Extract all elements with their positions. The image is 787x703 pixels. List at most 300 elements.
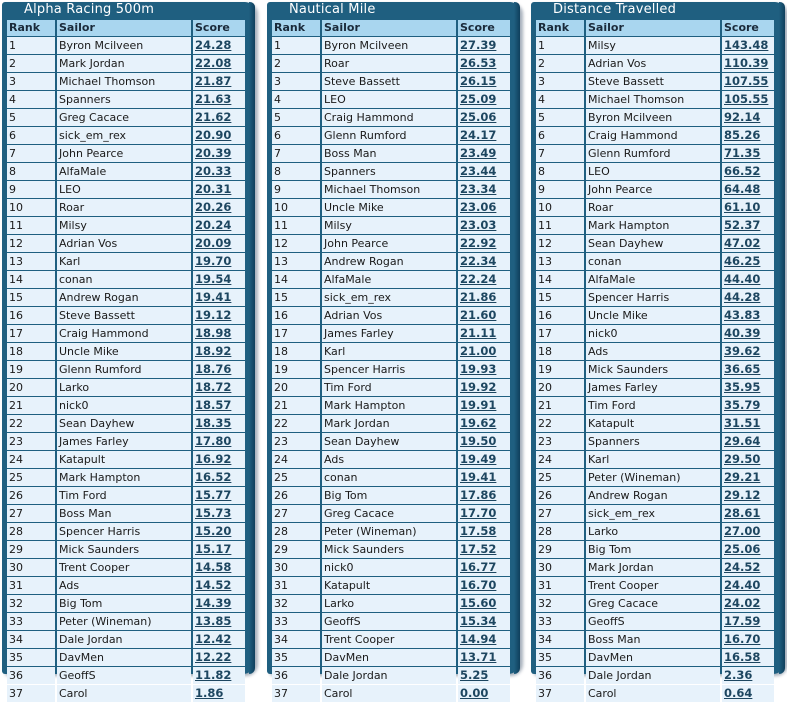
score-link[interactable]: 15.77 — [195, 488, 232, 502]
table-row — [7, 397, 245, 414]
sailor-cell: Spencer Harris — [322, 361, 456, 378]
sailor-cell: sick_em_rex — [322, 289, 456, 306]
rank-cell: 36 — [272, 667, 320, 684]
sailor-cell: Michael Thomson — [322, 181, 456, 198]
score-link[interactable]: 36.65 — [724, 362, 761, 376]
score-cell — [722, 649, 774, 666]
sailor-cell: Milsy — [57, 217, 191, 234]
score-link[interactable]: 24.52 — [724, 560, 761, 574]
score-link[interactable]: 2.36 — [724, 668, 753, 682]
table-row — [7, 325, 245, 342]
score-cell — [193, 541, 245, 558]
table-row — [536, 109, 774, 126]
table-row — [272, 253, 510, 270]
sailor-cell: Trent Cooper — [322, 631, 456, 648]
table-row — [7, 415, 245, 432]
score-link[interactable]: 14.39 — [195, 596, 232, 610]
score-link[interactable]: 21.60 — [460, 308, 497, 322]
score-link[interactable]: 25.09 — [460, 92, 497, 106]
score-cell — [722, 235, 774, 252]
sailor-cell: nick0 — [322, 559, 456, 576]
score-link[interactable]: 16.70 — [460, 578, 497, 592]
score-cell — [458, 145, 510, 162]
score-link[interactable]: 20.09 — [195, 236, 232, 250]
score-link[interactable]: 21.63 — [195, 92, 232, 106]
score-cell — [458, 523, 510, 540]
leaderboard-panel-alpha-racing-500m — [2, 2, 255, 700]
score-cell — [193, 595, 245, 612]
score-cell — [193, 361, 245, 378]
score-cell — [458, 649, 510, 666]
table-row — [536, 505, 774, 522]
score-link[interactable]: 18.72 — [195, 380, 232, 394]
table-row — [536, 595, 774, 612]
score-link[interactable]: 22.24 — [460, 272, 497, 286]
score-cell — [722, 55, 774, 72]
table-row — [272, 271, 510, 288]
rank-cell: 6 — [7, 127, 55, 144]
sailor-cell: Big Tom — [322, 487, 456, 504]
rank-cell: 29 — [536, 541, 584, 558]
score-link[interactable]: 24.02 — [724, 596, 761, 610]
score-link[interactable]: 110.39 — [724, 56, 769, 70]
rank-cell: 5 — [536, 109, 584, 126]
score-cell — [193, 469, 245, 486]
rank-cell: 36 — [7, 667, 55, 684]
sailor-cell: Katapult — [586, 415, 720, 432]
score-link[interactable]: 22.34 — [460, 254, 497, 268]
rank-cell: 7 — [272, 145, 320, 162]
score-cell — [193, 505, 245, 522]
score-link[interactable]: 46.25 — [724, 254, 761, 268]
sailor-cell: Adrian Vos — [57, 235, 191, 252]
score-link[interactable]: 0.64 — [724, 686, 753, 700]
rank-cell: 30 — [272, 559, 320, 576]
score-link[interactable]: 143.48 — [724, 38, 769, 52]
score-cell — [722, 415, 774, 432]
score-link[interactable]: 18.98 — [195, 326, 232, 340]
column-header-sailor: Sailor — [322, 20, 456, 36]
score-link[interactable]: 66.52 — [724, 164, 761, 178]
rank-cell: 27 — [536, 505, 584, 522]
score-cell — [193, 559, 245, 576]
sailor-cell: sick_em_rex — [57, 127, 191, 144]
score-link[interactable]: 19.92 — [460, 380, 497, 394]
table-row — [536, 271, 774, 288]
sailor-cell: Mark Jordan — [322, 415, 456, 432]
rank-cell: 20 — [7, 379, 55, 396]
rank-cell: 34 — [272, 631, 320, 648]
rank-cell: 21 — [536, 397, 584, 414]
score-link[interactable]: 26.15 — [460, 74, 497, 88]
score-cell — [193, 91, 245, 108]
table-row — [7, 163, 245, 180]
score-cell — [458, 109, 510, 126]
rank-cell: 33 — [272, 613, 320, 630]
score-link[interactable]: 19.62 — [460, 416, 497, 430]
score-cell — [458, 253, 510, 270]
score-link[interactable]: 16.70 — [724, 632, 761, 646]
sailor-cell: Tim Ford — [322, 379, 456, 396]
score-link[interactable]: 13.71 — [460, 650, 497, 664]
score-link[interactable]: 19.41 — [460, 470, 497, 484]
table-row — [272, 595, 510, 612]
score-link[interactable]: 11.82 — [195, 668, 232, 682]
leaderboard-table — [534, 19, 776, 703]
table-row — [536, 469, 774, 486]
score-link[interactable]: 22.08 — [195, 56, 232, 70]
score-link[interactable]: 20.33 — [195, 164, 232, 178]
score-link[interactable]: 14.52 — [195, 578, 232, 592]
rank-cell: 10 — [7, 199, 55, 216]
table-row — [272, 559, 510, 576]
score-link[interactable]: 18.76 — [195, 362, 232, 376]
sailor-cell: Glenn Rumford — [322, 127, 456, 144]
score-link[interactable]: 19.54 — [195, 272, 232, 286]
table-row — [536, 343, 774, 360]
sailor-cell: Peter (Wineman) — [57, 613, 191, 630]
score-link[interactable]: 18.57 — [195, 398, 232, 412]
score-link[interactable]: 92.14 — [724, 110, 761, 124]
score-link[interactable]: 15.17 — [195, 542, 232, 556]
score-link[interactable]: 16.77 — [460, 560, 497, 574]
table-row — [272, 307, 510, 324]
table-row — [7, 667, 245, 684]
sailor-cell: Milsy — [586, 37, 720, 54]
score-link[interactable]: 19.49 — [460, 452, 497, 466]
score-link[interactable]: 16.92 — [195, 452, 232, 466]
score-link[interactable]: 40.39 — [724, 326, 761, 340]
rank-cell: 23 — [536, 433, 584, 450]
table-row — [536, 217, 774, 234]
score-link[interactable]: 44.28 — [724, 290, 761, 304]
rank-cell: 29 — [7, 541, 55, 558]
sailor-cell: Spencer Harris — [57, 523, 191, 540]
table-row — [7, 91, 245, 108]
score-cell — [193, 379, 245, 396]
table-row — [7, 469, 245, 486]
score-cell — [193, 55, 245, 72]
score-link[interactable]: 35.95 — [724, 380, 761, 394]
score-link[interactable]: 20.26 — [195, 200, 232, 214]
table-row — [536, 379, 774, 396]
table-row — [7, 271, 245, 288]
sailor-cell: Ads — [586, 343, 720, 360]
rank-cell: 30 — [7, 559, 55, 576]
table-row — [7, 613, 245, 630]
score-cell — [193, 307, 245, 324]
sailor-cell: nick0 — [586, 325, 720, 342]
rank-cell: 34 — [7, 631, 55, 648]
rank-cell: 25 — [272, 469, 320, 486]
score-link[interactable]: 15.20 — [195, 524, 232, 538]
score-link[interactable]: 19.91 — [460, 398, 497, 412]
table-row — [536, 73, 774, 90]
rank-cell: 13 — [7, 253, 55, 270]
table-row — [7, 577, 245, 594]
score-cell — [458, 361, 510, 378]
score-link[interactable]: 18.35 — [195, 416, 232, 430]
table-row — [7, 649, 245, 666]
score-link[interactable]: 20.39 — [195, 146, 232, 160]
sailor-cell: Dale Jordan — [586, 667, 720, 684]
score-link[interactable]: 17.52 — [460, 542, 497, 556]
score-cell — [458, 541, 510, 558]
rank-cell: 20 — [536, 379, 584, 396]
score-cell — [722, 271, 774, 288]
sailor-cell: Glenn Rumford — [586, 145, 720, 162]
score-link[interactable]: 24.17 — [460, 128, 497, 142]
rank-cell: 8 — [272, 163, 320, 180]
score-link[interactable]: 24.40 — [724, 578, 761, 592]
rank-cell: 32 — [272, 595, 320, 612]
score-cell — [193, 631, 245, 648]
table-row — [272, 577, 510, 594]
score-link[interactable]: 21.00 — [460, 344, 497, 358]
column-header-sailor: Sailor — [586, 20, 720, 36]
score-cell — [722, 163, 774, 180]
table-row — [536, 667, 774, 684]
score-cell — [458, 73, 510, 90]
column-header-score: Score — [193, 20, 245, 36]
table-row — [536, 325, 774, 342]
sailor-cell: Katapult — [57, 451, 191, 468]
score-cell — [458, 343, 510, 360]
table-row — [272, 379, 510, 396]
rank-cell: 27 — [272, 505, 320, 522]
panel-title: Nautical Mile — [289, 2, 376, 17]
table-row — [7, 109, 245, 126]
score-cell — [722, 469, 774, 486]
table-row — [272, 415, 510, 432]
score-cell — [722, 379, 774, 396]
sailor-cell: Craig Hammond — [322, 109, 456, 126]
score-cell — [722, 217, 774, 234]
score-cell — [722, 631, 774, 648]
sailor-cell: Mick Saunders — [57, 541, 191, 558]
score-link[interactable]: 16.58 — [724, 650, 761, 664]
score-link[interactable]: 18.92 — [195, 344, 232, 358]
score-link[interactable]: 26.53 — [460, 56, 497, 70]
score-cell — [193, 217, 245, 234]
sailor-cell: Dale Jordan — [57, 631, 191, 648]
sailor-cell: Mick Saunders — [586, 361, 720, 378]
score-cell — [458, 217, 510, 234]
score-link[interactable]: 14.94 — [460, 632, 497, 646]
table-row — [536, 145, 774, 162]
rank-cell: 3 — [272, 73, 320, 90]
table-row — [7, 217, 245, 234]
sailor-cell: Greg Cacace — [57, 109, 191, 126]
score-link[interactable]: 16.52 — [195, 470, 232, 484]
score-link[interactable]: 21.87 — [195, 74, 232, 88]
sailor-cell: Ads — [322, 451, 456, 468]
table-row — [272, 181, 510, 198]
leaderboard-table — [5, 19, 247, 703]
score-link[interactable]: 52.37 — [724, 218, 761, 232]
score-link[interactable]: 47.02 — [724, 236, 761, 250]
score-link[interactable]: 39.62 — [724, 344, 761, 358]
table-row — [272, 163, 510, 180]
sailor-cell: Mark Hampton — [322, 397, 456, 414]
score-cell — [458, 289, 510, 306]
table-header-row — [536, 20, 774, 36]
table-row — [272, 343, 510, 360]
sailor-cell: Glenn Rumford — [57, 361, 191, 378]
score-link[interactable]: 23.06 — [460, 200, 497, 214]
score-link[interactable]: 1.86 — [195, 686, 224, 700]
sailor-cell: Karl — [322, 343, 456, 360]
score-link[interactable]: 20.90 — [195, 128, 232, 142]
score-link[interactable]: 29.12 — [724, 488, 761, 502]
score-link[interactable]: 27.00 — [724, 524, 761, 538]
score-cell — [722, 73, 774, 90]
table-row — [7, 559, 245, 576]
rank-cell: 25 — [536, 469, 584, 486]
score-link[interactable]: 12.42 — [195, 632, 232, 646]
score-link[interactable]: 25.06 — [460, 110, 497, 124]
score-link[interactable]: 15.60 — [460, 596, 497, 610]
score-link[interactable]: 21.86 — [460, 290, 497, 304]
score-link[interactable]: 28.61 — [724, 506, 761, 520]
score-link[interactable]: 23.44 — [460, 164, 497, 178]
score-cell — [193, 433, 245, 450]
score-link[interactable]: 17.70 — [460, 506, 497, 520]
table-row — [7, 487, 245, 504]
score-link[interactable]: 29.50 — [724, 452, 761, 466]
score-cell — [458, 379, 510, 396]
score-link[interactable]: 29.21 — [724, 470, 761, 484]
score-link[interactable]: 85.26 — [724, 128, 761, 142]
score-link[interactable]: 15.73 — [195, 506, 232, 520]
score-link[interactable]: 27.39 — [460, 38, 497, 52]
score-link[interactable]: 24.28 — [195, 38, 232, 52]
score-link[interactable]: 12.22 — [195, 650, 232, 664]
rank-cell: 35 — [272, 649, 320, 666]
sailor-cell: John Pearce — [57, 145, 191, 162]
score-link[interactable]: 23.03 — [460, 218, 497, 232]
table-row — [272, 127, 510, 144]
score-link[interactable]: 105.55 — [724, 92, 769, 106]
score-link[interactable]: 19.41 — [195, 290, 232, 304]
rank-cell: 6 — [272, 127, 320, 144]
sailor-cell: conan — [57, 271, 191, 288]
rank-cell: 26 — [272, 487, 320, 504]
score-link[interactable]: 25.06 — [724, 542, 761, 556]
score-link[interactable]: 19.12 — [195, 308, 232, 322]
score-link[interactable]: 23.49 — [460, 146, 497, 160]
rank-cell: 7 — [7, 145, 55, 162]
sailor-cell: Karl — [586, 451, 720, 468]
sailor-cell: Sean Dayhew — [322, 433, 456, 450]
rank-cell: 13 — [272, 253, 320, 270]
sailor-cell: Katapult — [322, 577, 456, 594]
score-link[interactable]: 29.64 — [724, 434, 761, 448]
rank-cell: 24 — [272, 451, 320, 468]
score-cell — [458, 631, 510, 648]
score-cell — [722, 289, 774, 306]
score-link[interactable]: 23.34 — [460, 182, 497, 196]
sailor-cell: Spanners — [57, 91, 191, 108]
table-row — [7, 361, 245, 378]
rank-cell: 14 — [7, 271, 55, 288]
sailor-cell: DavMen — [586, 649, 720, 666]
sailor-cell: Steve Bassett — [57, 307, 191, 324]
column-header-score: Score — [458, 20, 510, 36]
rank-cell: 5 — [7, 109, 55, 126]
score-cell — [722, 199, 774, 216]
score-cell — [193, 37, 245, 54]
column-header-sailor: Sailor — [57, 20, 191, 36]
sailor-cell: AlfaMale — [586, 271, 720, 288]
score-link[interactable]: 17.58 — [460, 524, 497, 538]
sailor-cell: DavMen — [322, 649, 456, 666]
score-link[interactable]: 19.70 — [195, 254, 232, 268]
score-link[interactable]: 19.50 — [460, 434, 497, 448]
score-link[interactable]: 17.59 — [724, 614, 761, 628]
score-link[interactable]: 20.31 — [195, 182, 232, 196]
score-link[interactable]: 0.00 — [460, 686, 489, 700]
score-link[interactable]: 17.80 — [195, 434, 232, 448]
rank-cell: 21 — [272, 397, 320, 414]
score-link[interactable]: 44.40 — [724, 272, 761, 286]
score-link[interactable]: 14.58 — [195, 560, 232, 574]
sailor-cell: James Farley — [586, 379, 720, 396]
table-row — [536, 235, 774, 252]
rank-cell: 31 — [272, 577, 320, 594]
score-link[interactable]: 43.83 — [724, 308, 761, 322]
score-cell — [722, 361, 774, 378]
score-cell — [193, 649, 245, 666]
sailor-cell: Andrew Rogan — [57, 289, 191, 306]
sailor-cell: Andrew Rogan — [322, 253, 456, 270]
score-link[interactable]: 5.25 — [460, 668, 489, 682]
score-link[interactable]: 31.51 — [724, 416, 761, 430]
sailor-cell: Spanners — [322, 163, 456, 180]
rank-cell: 24 — [536, 451, 584, 468]
sailor-cell: Larko — [586, 523, 720, 540]
score-link[interactable]: 17.86 — [460, 488, 497, 502]
sailor-cell: DavMen — [57, 649, 191, 666]
score-cell — [193, 163, 245, 180]
table-row — [272, 433, 510, 450]
score-link[interactable]: 35.79 — [724, 398, 761, 412]
score-link[interactable]: 22.92 — [460, 236, 497, 250]
score-link[interactable]: 21.11 — [460, 326, 497, 340]
sailor-cell: Sean Dayhew — [586, 235, 720, 252]
sailor-cell: Tim Ford — [57, 487, 191, 504]
rank-cell: 28 — [272, 523, 320, 540]
table-header-row — [7, 20, 245, 36]
score-link[interactable]: 15.34 — [460, 614, 497, 628]
sailor-cell: Craig Hammond — [57, 325, 191, 342]
score-link[interactable]: 21.62 — [195, 110, 232, 124]
score-link[interactable]: 19.93 — [460, 362, 497, 376]
rank-cell: 13 — [536, 253, 584, 270]
score-cell — [722, 667, 774, 684]
score-link[interactable]: 20.24 — [195, 218, 232, 232]
table-row — [272, 325, 510, 342]
score-link[interactable]: 71.35 — [724, 146, 761, 160]
score-link[interactable]: 64.48 — [724, 182, 761, 196]
score-link[interactable]: 107.55 — [724, 74, 769, 88]
table-row — [7, 685, 245, 702]
score-link[interactable]: 13.85 — [195, 614, 232, 628]
score-link[interactable]: 61.10 — [724, 200, 761, 214]
sailor-cell: Sean Dayhew — [57, 415, 191, 432]
table-row — [272, 361, 510, 378]
table-row — [272, 667, 510, 684]
